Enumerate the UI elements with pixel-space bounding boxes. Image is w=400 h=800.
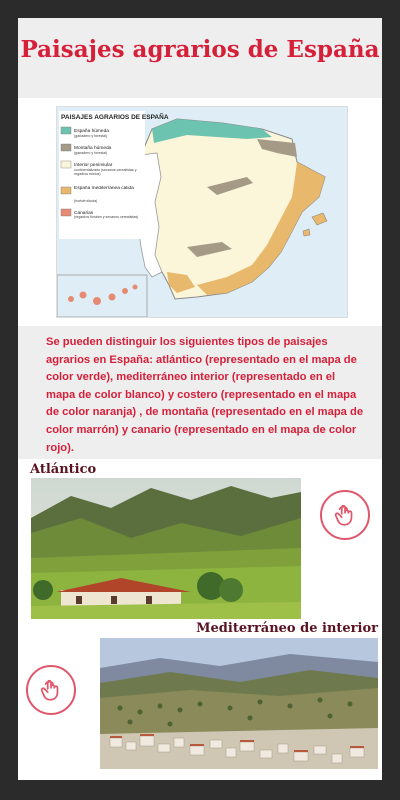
legend-label: España húmeda xyxy=(74,129,109,134)
legend-sub: (ganadero y forestal) xyxy=(74,134,108,138)
legend-swatch xyxy=(61,144,71,151)
legend-sub: (ganadero y forestal) xyxy=(74,151,108,155)
hand-pointer-icon xyxy=(332,502,358,528)
legend-label: España mediterránea cálida xyxy=(74,186,134,191)
atlantic-landscape-photo xyxy=(31,478,301,619)
legend-label: Montaña húmeda xyxy=(74,146,112,151)
info-band xyxy=(18,326,382,459)
section-heading-mediterraneo: Mediterráneo de interior xyxy=(196,621,378,636)
spain-agrarian-map xyxy=(56,106,348,318)
legend-swatch xyxy=(61,209,71,216)
legend-sub: continentalizado (secanos cerealistas y regadíos mixtos) xyxy=(74,168,137,177)
infographic-page xyxy=(18,18,382,780)
legend-swatch xyxy=(61,187,71,194)
legend-swatch xyxy=(61,127,71,134)
hand-pointer-button[interactable] xyxy=(320,490,370,540)
legend-sub: (regadíos florales y secanos cerealistas) xyxy=(74,215,139,219)
legend-label: Canarias xyxy=(74,211,94,216)
map-graphic xyxy=(57,107,347,317)
hand-pointer-button[interactable] xyxy=(26,665,76,715)
legend-swatch xyxy=(61,161,71,168)
page-title: Paisajes agrarios de España xyxy=(20,36,380,63)
hand-pointer-icon xyxy=(38,677,64,703)
info-text: Se pueden distinguir los siguientes tipos de paisajes agrarios en España: atlántico (representado en el mapa de color verde), mediterráneo interior (representado en el mapa de color blanco) y costero (representado en el mapa de color naranja) , de montaña (representado en el mapa de color marrón) y canario (representado en el mapa de color rojo). xyxy=(46,336,364,454)
title-band xyxy=(18,18,382,98)
mediterranean-landscape-photo xyxy=(100,638,378,769)
legend-title: PAISAJES AGRARIOS DE ESPAÑA xyxy=(61,114,169,121)
section-heading-atlantico: Atlántico xyxy=(30,462,97,477)
legend-sub: (hortofrutícola) xyxy=(74,199,98,203)
legend-label: Interior peninsular xyxy=(74,163,113,168)
